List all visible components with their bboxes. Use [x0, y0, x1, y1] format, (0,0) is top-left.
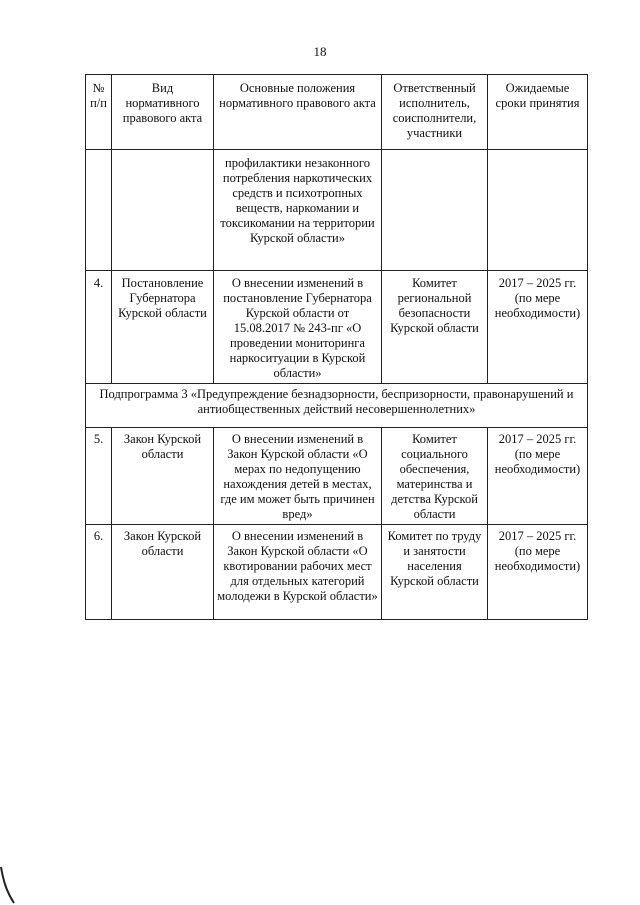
- scan-corner-mark: [0, 865, 20, 905]
- cell-expected-terms: 2017 – 2025 гг. (по мере необходимости): [488, 525, 588, 620]
- table-row: [86, 150, 588, 271]
- header-main-provisions: Основные положения нормативного правового акта: [214, 75, 382, 150]
- cell-main-provisions: О внесении изменений в Закон Курской области «О квотировании рабочих мест для отдельных категорий молодежи в Курской области»: [214, 525, 382, 620]
- cell-responsible: Комитет социального обеспечения, материнства и детства Курской области: [382, 428, 488, 525]
- page-number: 18: [313, 44, 327, 59]
- subprogram-title: Подпрограмма 3 «Предупреждение безнадзорности, беспризорности, правонарушений и антиобщественных действий несовершеннолетних»: [86, 384, 588, 428]
- cell-responsible: [382, 150, 488, 271]
- header-responsible: Ответственный исполнитель, соисполнители, участники: [382, 75, 488, 150]
- cell-num: [86, 150, 112, 271]
- table-row: [86, 428, 588, 525]
- subprogram-row: [86, 384, 588, 428]
- header-num: № п/п: [86, 75, 112, 150]
- legal-acts-table: [85, 74, 588, 620]
- header-expected-terms: Ожидаемые сроки принятия: [488, 75, 588, 150]
- cell-act-type: [112, 150, 214, 271]
- cell-main-provisions: профилактики незаконного потребления наркотических средств и психотропных веществ, наркомании и токсикомании на территории Курской области»: [214, 150, 382, 271]
- table-row: [86, 271, 588, 384]
- cell-responsible: Комитет региональной безопасности Курской области: [382, 271, 488, 384]
- cell-responsible: Комитет по труду и занятости населения Курской области: [382, 525, 488, 620]
- cell-act-type: Постановление Губернатора Курской области: [112, 271, 214, 384]
- table-row: [86, 525, 588, 620]
- cell-main-provisions: О внесении изменений в Закон Курской области «О мерах по недопущению нахождения детей в местах, где им может быть причинен вред»: [214, 428, 382, 525]
- cell-num: 5.: [86, 428, 112, 525]
- cell-num: 4.: [86, 271, 112, 384]
- cell-expected-terms: [488, 150, 588, 271]
- cell-num: 6.: [86, 525, 112, 620]
- header-act-type: Вид нормативного правового акта: [112, 75, 214, 150]
- cell-expected-terms: 2017 – 2025 гг. (по мере необходимости): [488, 271, 588, 384]
- cell-main-provisions: О внесении изменений в постановление Губернатора Курской области от 15.08.2017 № 243-пг «О проведении мониторинга наркоситуации в Курской области»: [214, 271, 382, 384]
- cell-expected-terms: 2017 – 2025 гг. (по мере необходимости): [488, 428, 588, 525]
- cell-act-type: Закон Курской области: [112, 428, 214, 525]
- cell-act-type: Закон Курской области: [112, 525, 214, 620]
- table-header-row: [86, 75, 588, 150]
